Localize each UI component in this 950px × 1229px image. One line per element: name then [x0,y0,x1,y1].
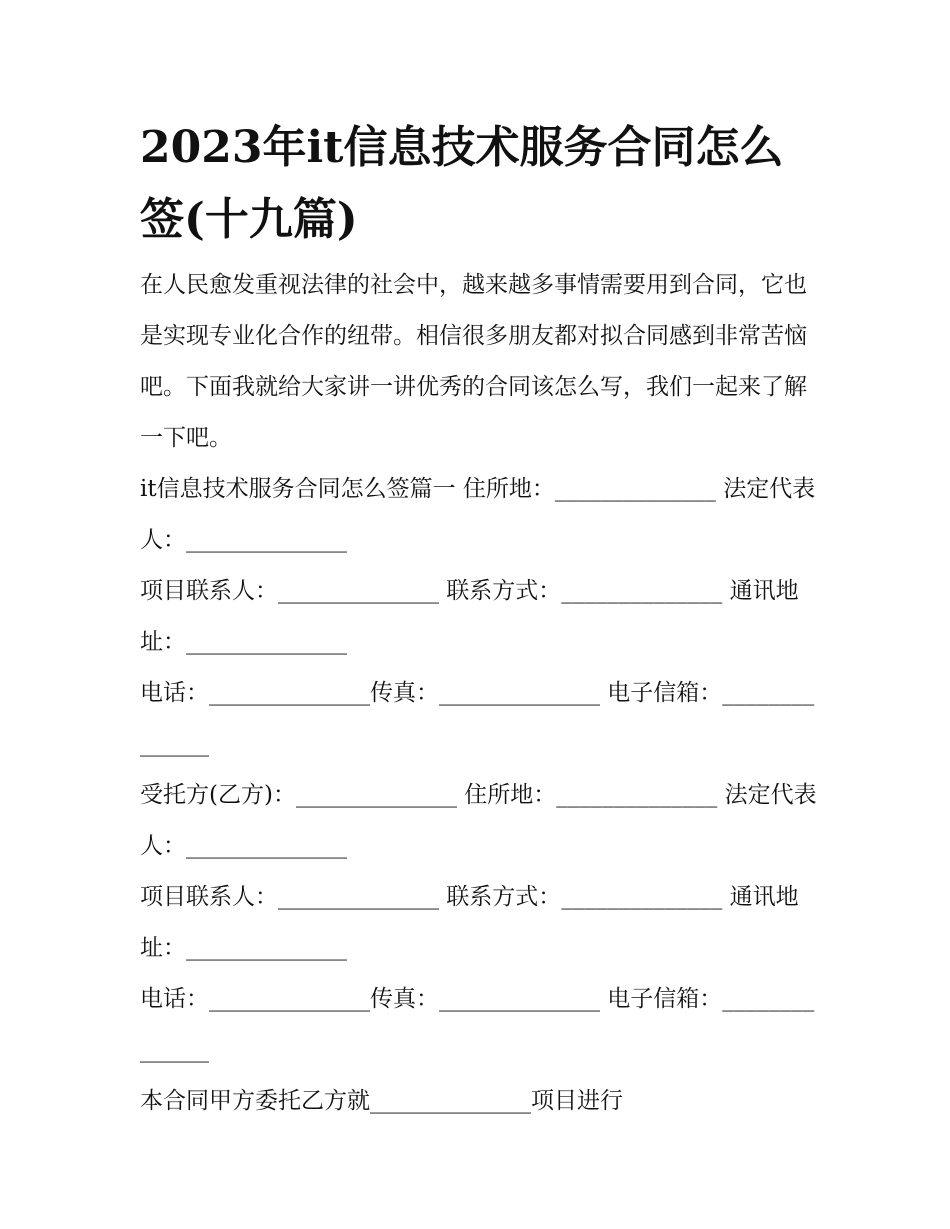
document-title: 2023年it信息技术服务合同怎么签(十九篇) [140,122,784,245]
party-b-contact-line: 项目联系人：______________ 联系方式：______________ 通讯地址：______________ [140,884,799,961]
document-page [140,112,820,1127]
party-a-address-line: it信息技术服务合同怎么签篇一 住所地：______________ 法定代表人：______________ [140,476,816,553]
party-a-contact-line: 项目联系人：______________ 联系方式：______________ 通讯地址：______________ [140,578,799,655]
party-a-phone-line: 电话：______________传真：______________ 电子信箱：______________ [140,680,815,757]
party-b-line: 受托方(乙方)：______________ 住所地：______________ 法定代表人：______________ [140,782,817,859]
party-b-phone-line: 电话：______________传真：______________ 电子信箱：______________ [140,986,815,1063]
contract-scope-line: 本合同甲方委托乙方就______________项目进行 [140,1088,623,1114]
intro-paragraph: 在人民愈发重视法律的社会中，越来越多事情需要用到合同，它也是实现专业化合作的纽带。相信很多朋友都对拟合同感到非常苦恼吧。下面我就给大家讲一讲优秀的合同该怎么写，我们一起来了解一下吧。 [140,272,807,451]
